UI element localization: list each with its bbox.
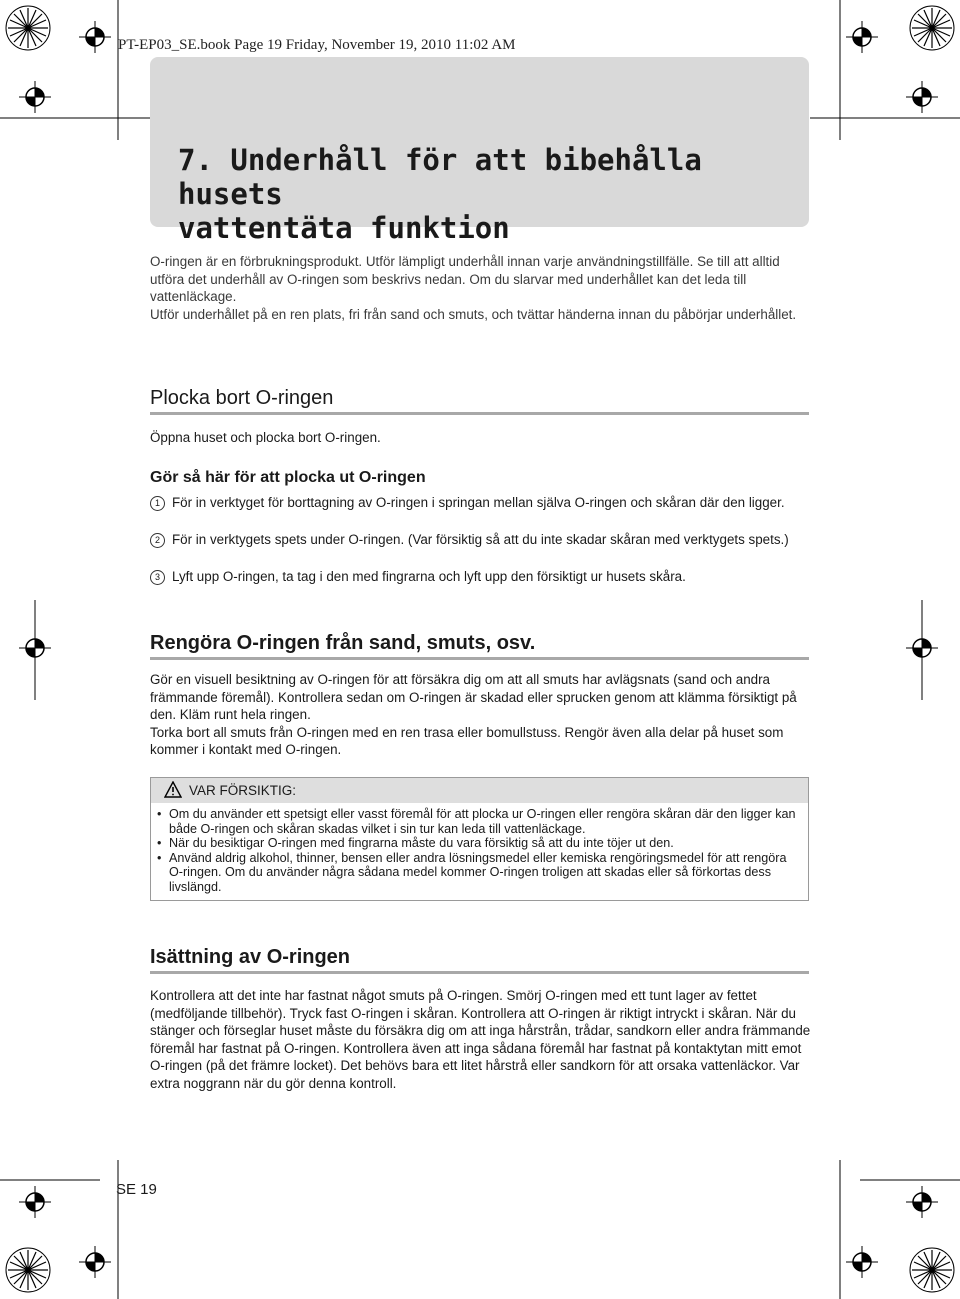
caution-item-text: Använd aldrig alkohol, thinner, bensen eller andra lösningsmedel eller kemiska rengöringsmedel för att rengöra O-ringen. Om du använder några sådana medel kommer O-ringen troligen att skadas eller så förkortas dess livslängd.: [169, 850, 787, 894]
step-2: [150, 531, 812, 549]
section-heading-clean: Rengöra O-ringen från sand, smuts, osv.: [150, 632, 536, 654]
caution-item: [157, 836, 802, 851]
caution-header: [151, 778, 808, 803]
subheading-steps: Gör så här för att plocka ut O-ringen: [150, 469, 426, 486]
chapter-title-line2: vattentäta funktion: [178, 211, 510, 245]
section-heading-insert: Isättning av O-ringen: [150, 946, 351, 968]
page-number: SE 19: [116, 1181, 157, 1198]
bullet: •: [157, 807, 162, 821]
section-rule: [150, 657, 809, 660]
chapter-title-box: [150, 57, 809, 245]
warning-triangle-icon: [164, 781, 182, 798]
step-1: [150, 494, 812, 512]
caution-list: [157, 807, 802, 894]
section-remove-text: Öppna huset och plocka bort O-ringen.: [150, 430, 381, 445]
caution-item-text: Om du använder ett spetsigt eller vasst föremål för att plocka ur O-ringen eller rengöra skåran där den ligger kan både O-ringen och skåran skadas vilket i sin tur kan leda till vattenläckage.: [169, 807, 796, 836]
intro-text: [150, 253, 812, 323]
caution-box: [150, 777, 809, 901]
step-number: 1: [150, 496, 165, 511]
chapter-title: [178, 143, 798, 245]
bullet: •: [157, 850, 162, 865]
step-text: För in verktygets spets under O-ringen. (Var försiktig så att du inte skadar skåran med verktygets spets.): [172, 532, 789, 547]
chapter-title-line1: 7. Underhåll för att bibehålla husets: [178, 143, 702, 211]
step-text: För in verktyget för borttagning av O-ringen i springan mellan själva O-ringen och skåran där den ligger.: [172, 495, 785, 510]
book-header: PT-EP03_SE.book Page 19 Friday, November 19, 2010 11:02 AM: [118, 37, 516, 53]
intro-paragraph-1: O-ringen är en förbrukningsprodukt. Utför lämpligt underhåll innan varje användningstillfälle. Se till att alltid utföra det underhåll av O-ringen som beskrivs nedan. Om du slarvar med underhållet kan det leda till vattenläckage.: [150, 254, 780, 304]
step-text: Lyft upp O-ringen, ta tag i den med fingrarna och lyft upp den försiktigt ur husets skåra.: [172, 569, 686, 584]
caution-title: VAR FÖRSIKTIG:: [189, 783, 297, 798]
bullet: •: [157, 836, 162, 850]
section-clean-text: [150, 671, 812, 759]
caution-item: [157, 851, 802, 895]
caution-item-text: När du besiktigar O-ringen med fingrarna måste du vara försiktig så att du inte töjer ut den.: [169, 836, 674, 850]
step-3: [150, 568, 812, 586]
section-insert-text: Kontrollera att det inte har fastnat något smuts på O-ringen. Smörj O-ringen med ett tunt lager av fettet (medföljande tillbehör). Tryck fast O-ringen i skåran. Kontrollera att O-ringen är riktigt intryckt i skåran. När du stänger och förseglar huset måste du försäkra dig om att inga hårstrån, trådar, sandkorn eller andra främmande föremål har fastnat på O-ringen. Kontrollera även att inga sådana föremål har fastnat på kontaktytan mitt emot O-ringen (på det främre locket). Det behövs bara ett litet hårstrå eller sandkorn för att orsaka vattenläckor. Var extra noggrann när du gör denna kontroll.: [150, 988, 811, 1091]
section-rule: [150, 412, 809, 415]
caution-item: [157, 807, 802, 836]
step-number: 2: [150, 533, 165, 548]
intro-paragraph-2: Utför underhållet på en ren plats, fri från sand och smuts, och tvättar händerna innan du påbörjar underhållet.: [150, 306, 797, 322]
clean-paragraph-2: Torka bort all smuts från O-ringen med en ren trasa eller bomullstuss. Rengör även alla delar på huset som kommer i kontakt med O-ringen.: [150, 724, 784, 757]
step-number: 3: [150, 570, 165, 585]
section-rule: [150, 971, 809, 974]
clean-paragraph-1: Gör en visuell besiktning av O-ringen för att försäkra dig om att all smuts har avlägsnats (sand och andra främmande föremål). Kontrollera sedan om O-ringen är skadad eller sprucken genom att klämma försiktigt på den. Kläm runt hela ringen.: [150, 672, 797, 722]
section-heading-remove: Plocka bort O-ringen: [150, 387, 334, 409]
